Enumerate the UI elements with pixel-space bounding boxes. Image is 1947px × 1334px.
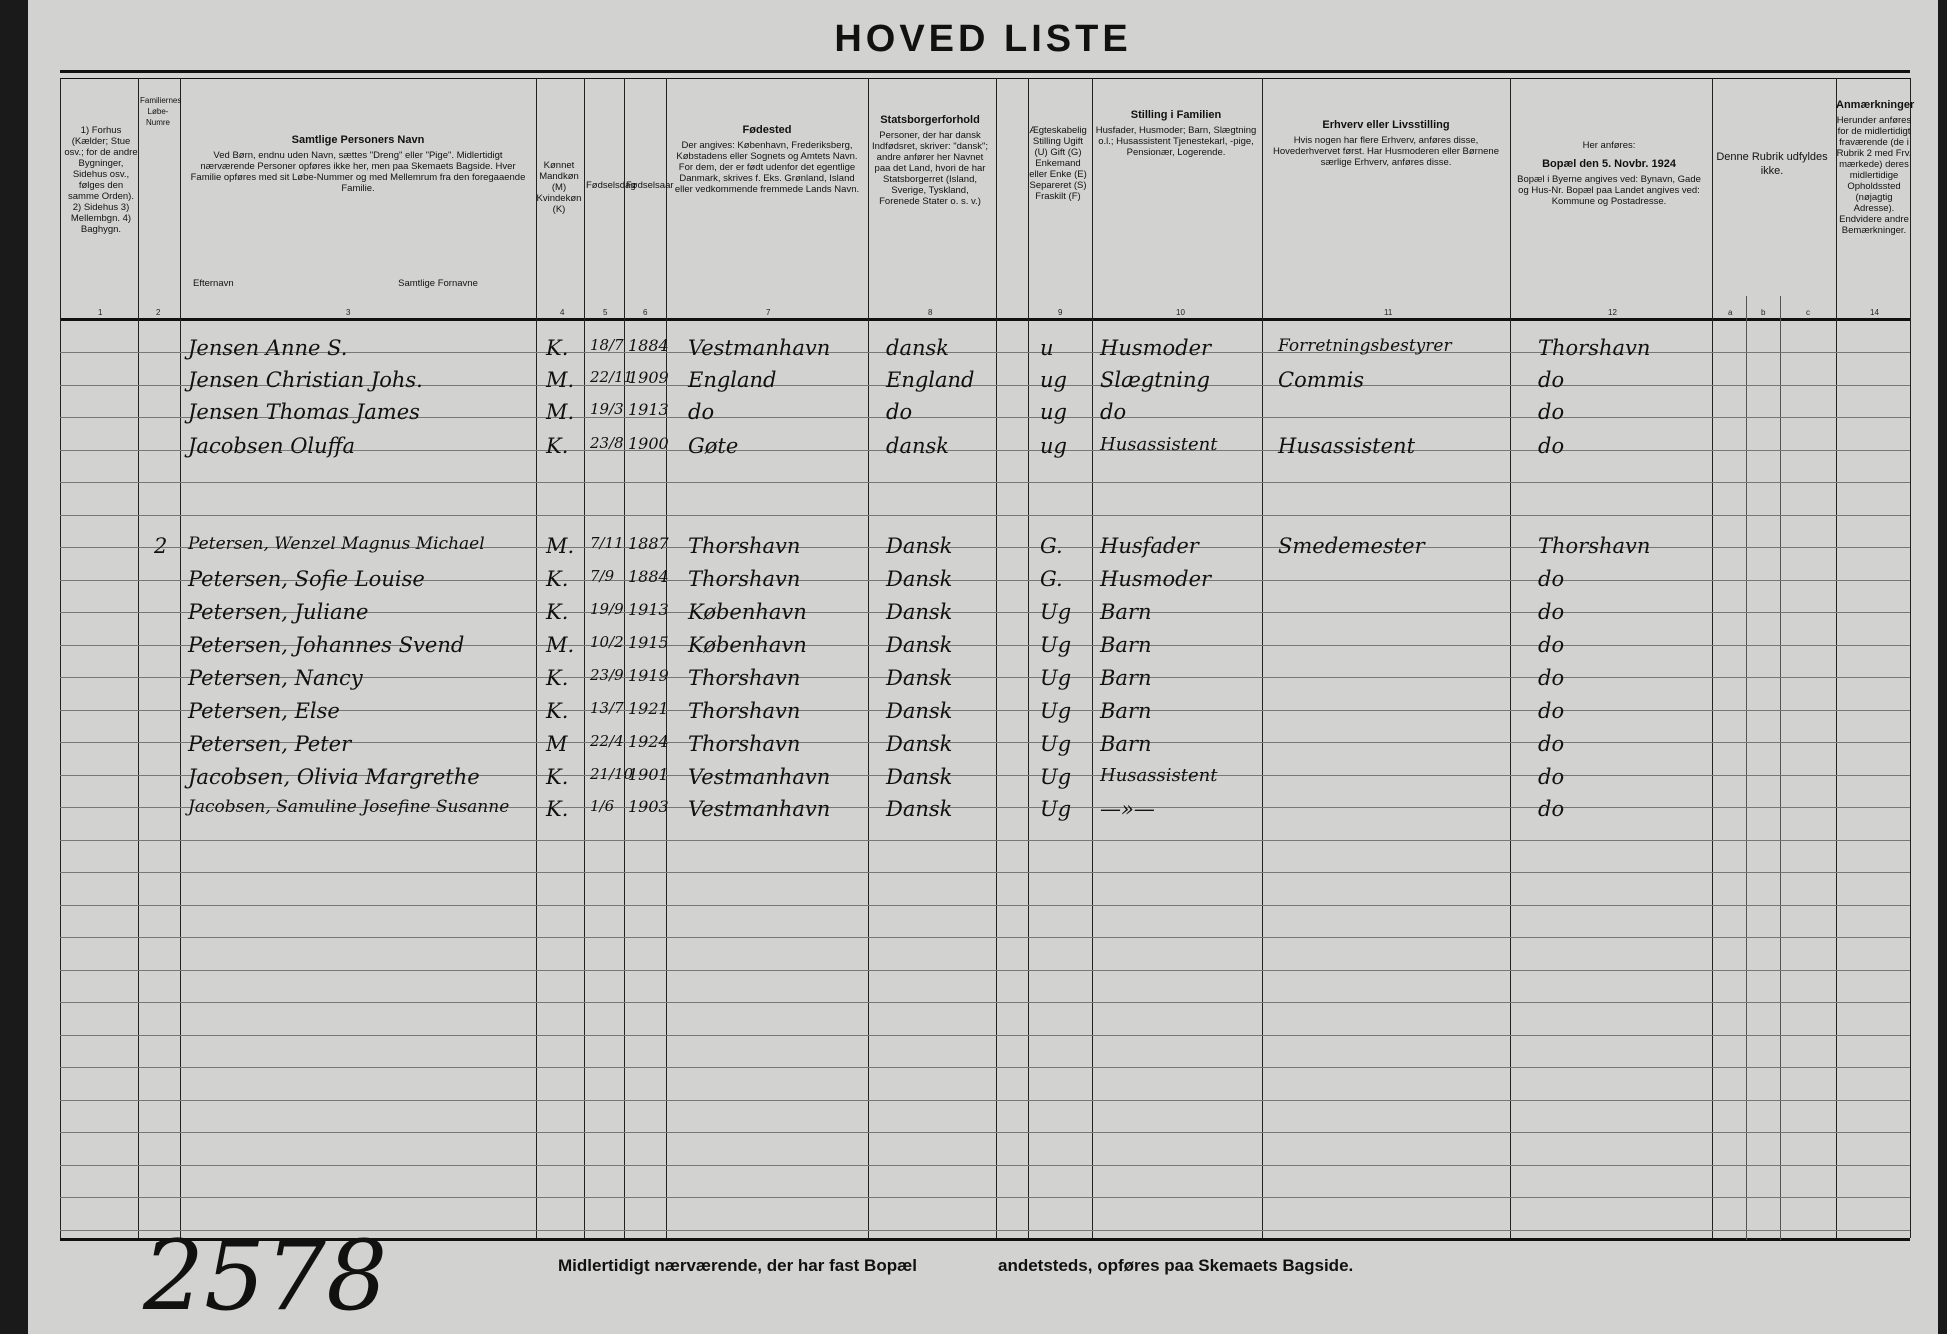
column-line bbox=[624, 78, 625, 1238]
entry-birthplace: England bbox=[688, 368, 777, 392]
entry-marital: G. bbox=[1040, 567, 1063, 591]
column-number: 2 bbox=[156, 308, 161, 317]
entry-birthplace: Thorshavn bbox=[688, 567, 801, 591]
entry-byear: 1901 bbox=[628, 765, 669, 784]
entry-birthplace: Thorshavn bbox=[688, 666, 801, 690]
entry-position: Barn bbox=[1100, 699, 1152, 723]
header-col-14 bbox=[1836, 99, 1915, 236]
column-number: 12 bbox=[1608, 308, 1617, 317]
column-line bbox=[536, 78, 537, 1238]
entry-sex: K. bbox=[546, 336, 569, 360]
entry-citizen: do bbox=[886, 400, 913, 424]
column-line bbox=[996, 78, 997, 1238]
entry-birthplace: Thorshavn bbox=[688, 732, 801, 756]
entry-position: Husassistent bbox=[1100, 765, 1218, 786]
entry-residence: do bbox=[1538, 400, 1565, 424]
entry-byear: 1924 bbox=[628, 732, 669, 751]
entry-marital: Ug bbox=[1040, 765, 1072, 789]
entry-citizen: Dansk bbox=[886, 534, 953, 558]
header-col-3-title: Samtlige Personers Navn bbox=[291, 134, 425, 146]
entry-birthplace: Vestmanhavn bbox=[688, 336, 831, 360]
entry-byear: 1921 bbox=[628, 699, 669, 718]
row-line bbox=[60, 1197, 1910, 1198]
column-line bbox=[1092, 78, 1093, 1238]
entry-birthplace: København bbox=[688, 633, 807, 657]
entry-position: Husmoder bbox=[1100, 336, 1212, 360]
entry-residence: do bbox=[1538, 732, 1565, 756]
entry-marital: G. bbox=[1040, 534, 1063, 558]
entry-marital: Ug bbox=[1040, 666, 1072, 690]
entry-byear: 1884 bbox=[628, 567, 669, 586]
header-col-7-body: Der angives: København, Frederiksberg, Købstadens eller Sognets og Amtets Navn. For dem, der er født udenfor det egentlige Danmark, skrives f. Eks. Grønland, Island eller vedkommende fremmede Lands Navn. bbox=[674, 140, 860, 195]
entry-citizen: England bbox=[886, 368, 975, 392]
column-number: 6 bbox=[643, 308, 648, 317]
header-col-6: Fødselsaar bbox=[626, 180, 674, 191]
header-col-11-body: Hvis nogen har flere Erhverv, anføres disse, Hovederhvervet først. Har Husmoderen eller Børnene særlige Erhverv, anføres disse. bbox=[1273, 135, 1499, 168]
entry-name: Petersen, Nancy bbox=[188, 666, 363, 690]
entry-citizen: dansk bbox=[886, 336, 949, 360]
entry-position: —»— bbox=[1100, 797, 1155, 821]
header-top-rule bbox=[60, 70, 1910, 73]
header-col-8 bbox=[870, 115, 990, 207]
entry-bday: 21/10 bbox=[590, 765, 634, 783]
row-line bbox=[60, 840, 1910, 841]
column-number: 11 bbox=[1384, 308, 1393, 317]
column-line bbox=[1836, 78, 1837, 1238]
entry-sex: M bbox=[546, 732, 568, 756]
entry-residence: do bbox=[1538, 699, 1565, 723]
column-number: 3 bbox=[346, 308, 351, 317]
entry-residence: do bbox=[1538, 633, 1565, 657]
entry-birthplace: Thorshavn bbox=[688, 534, 801, 558]
entry-bday: 13/7 bbox=[590, 699, 624, 717]
entry-bday: 19/3 bbox=[590, 400, 624, 418]
header-col-10-body: Husfader, Husmoder; Barn, Slægtning o.l.; Husassistent Tjenestekarl, -pige, Pensionær, Logerende. bbox=[1095, 125, 1257, 158]
entry-marital: ug bbox=[1040, 368, 1067, 392]
header-col-11-title: Erhverv eller Livsstilling bbox=[1322, 119, 1450, 131]
header-col-5: Fødselsdag bbox=[586, 180, 636, 191]
column-number: 4 bbox=[560, 308, 565, 317]
entry-residence: do bbox=[1538, 434, 1565, 458]
entry-sex: K. bbox=[546, 765, 569, 789]
entry-sex: M. bbox=[546, 368, 575, 392]
row-line bbox=[60, 515, 1910, 516]
entry-marital: u bbox=[1040, 336, 1054, 360]
entry-citizen: Dansk bbox=[886, 699, 953, 723]
column-number: 10 bbox=[1176, 308, 1185, 317]
header-col-10 bbox=[1094, 110, 1258, 158]
header-col-14-title: Anmærkninger bbox=[1836, 99, 1915, 111]
entry-marital: Ug bbox=[1040, 732, 1072, 756]
entry-sex: M. bbox=[546, 400, 575, 424]
row-line bbox=[60, 1035, 1910, 1036]
row-line bbox=[60, 1165, 1910, 1166]
row-line bbox=[60, 1132, 1910, 1133]
header-col-8-body: Personer, der har dansk Indfødsret, skriver: "dansk"; andre anfører her Navnet paa det Land, hvori de har Statsborgerret (Island, Sverige, Tyskland, Forenede Stater o. s. v.) bbox=[871, 130, 989, 207]
entry-name: Jensen Anne S. bbox=[188, 336, 348, 360]
census-sheet bbox=[28, 0, 1938, 1334]
column-number: 9 bbox=[1058, 308, 1063, 317]
row-line bbox=[60, 970, 1910, 971]
entry-position: Husassistent bbox=[1100, 434, 1218, 455]
entry-residence: do bbox=[1538, 600, 1565, 624]
entry-citizen: Dansk bbox=[886, 633, 953, 657]
column-number: b bbox=[1761, 308, 1766, 317]
column-line bbox=[584, 78, 585, 1238]
column-line bbox=[1746, 296, 1747, 1240]
entry-name: Jensen Christian Johs. bbox=[188, 368, 423, 392]
header-col-3 bbox=[188, 135, 528, 194]
row-line bbox=[60, 1100, 1910, 1101]
entry-citizen: Dansk bbox=[886, 567, 953, 591]
row-line bbox=[60, 937, 1910, 938]
header-col-11 bbox=[1266, 120, 1506, 168]
column-line bbox=[868, 78, 869, 1238]
entry-bday: 23/9 bbox=[590, 666, 624, 684]
column-line bbox=[1510, 78, 1511, 1238]
entry-position: Husmoder bbox=[1100, 567, 1212, 591]
entry-marital: Ug bbox=[1040, 633, 1072, 657]
entry-sex: M. bbox=[546, 534, 575, 558]
entry-marital: Ug bbox=[1040, 600, 1072, 624]
entry-birthplace: Vestmanhavn bbox=[688, 797, 831, 821]
entry-citizen: Dansk bbox=[886, 732, 953, 756]
header-bottom-rule bbox=[60, 318, 1910, 321]
entry-position: Husfader bbox=[1100, 534, 1199, 558]
column-number: 8 bbox=[928, 308, 933, 317]
header-col-7 bbox=[670, 125, 864, 195]
entry-bday: 7/9 bbox=[590, 567, 615, 585]
column-line bbox=[1712, 78, 1713, 1238]
row-line bbox=[60, 1002, 1910, 1003]
entry-sex: K. bbox=[546, 600, 569, 624]
sheet-number: 2578 bbox=[143, 1220, 388, 1332]
entry-occupation: Husassistent bbox=[1278, 434, 1416, 458]
entry-name: Petersen, Else bbox=[188, 699, 340, 723]
entry-name: Jensen Thomas James bbox=[188, 400, 420, 424]
column-line bbox=[138, 78, 139, 1238]
entry-birthplace: Thorshavn bbox=[688, 699, 801, 723]
entry-name: Jacobsen, Samuline Josefine Susanne bbox=[188, 797, 510, 817]
entry-residence: Thorshavn bbox=[1538, 336, 1651, 360]
entry-position: Barn bbox=[1100, 732, 1152, 756]
entry-sex: K. bbox=[546, 699, 569, 723]
entry-residence: do bbox=[1538, 797, 1565, 821]
entry-sex: M. bbox=[546, 633, 575, 657]
column-line bbox=[60, 78, 61, 1238]
column-line bbox=[666, 78, 667, 1238]
entry-bday: 23/8 bbox=[590, 434, 624, 452]
entry-sex: K. bbox=[546, 567, 569, 591]
entry-bday: 18/7 bbox=[590, 336, 624, 354]
entry-residence: do bbox=[1538, 368, 1565, 392]
column-line bbox=[1028, 78, 1029, 1238]
entry-byear: 1909 bbox=[628, 368, 669, 387]
entry-name: Petersen, Peter bbox=[188, 732, 352, 756]
header-col-12-body: Bopæl i Byerne angives ved: Bynavn, Gade og Hus-Nr. Bopæl paa Landet angives ved: Kommune og Postadresse. bbox=[1517, 174, 1701, 207]
header-col-1: 1) Forhus (Kælder; Stue osv.; for de andre Bygninger, Sidehus osv., følges den samme Orden). 2) Sidehus 3) Mellembgn. 4) Baghygn. bbox=[64, 125, 138, 235]
entry-citizen: dansk bbox=[886, 434, 949, 458]
row-line bbox=[60, 1067, 1910, 1068]
entry-residence: Thorshavn bbox=[1538, 534, 1651, 558]
entry-position: do bbox=[1100, 400, 1127, 424]
entry-name: Petersen, Juliane bbox=[188, 600, 369, 624]
column-number: 1 bbox=[98, 308, 103, 317]
header-col-3-forenames: Samtlige Fornavne bbox=[398, 278, 478, 289]
entry-sex: K. bbox=[546, 666, 569, 690]
header-col-13: Denne Rubrik udfyldes ikke. bbox=[1716, 151, 1828, 177]
header-col-3-body: Ved Børn, endnu uden Navn, sættes "Dreng" eller "Pige". Midlertidigt nærværende Personer opføres ikke her, men paa Skemaets Bagside. Hver Familie opføres med sit Løbe-Nummer og med Mellemrum fra den foregaaende Familie. bbox=[190, 150, 526, 194]
entry-position: Barn bbox=[1100, 666, 1152, 690]
header-col-10-title: Stilling i Familien bbox=[1130, 109, 1222, 121]
entry-marital: Ug bbox=[1040, 699, 1072, 723]
column-line bbox=[1780, 296, 1781, 1240]
entry-name: Jacobsen, Olivia Margrethe bbox=[188, 765, 480, 789]
entry-occupation: Commis bbox=[1278, 368, 1365, 392]
entry-citizen: Dansk bbox=[886, 666, 953, 690]
column-number: 14 bbox=[1870, 308, 1879, 317]
header-col-4: Kønnet Mandkøn (M) Kvindekøn (K) bbox=[536, 160, 582, 215]
header-col-12-title: Her anføres: bbox=[1582, 140, 1636, 151]
entry-position: Barn bbox=[1100, 600, 1152, 624]
header-col-12 bbox=[1514, 140, 1704, 207]
entry-name: Petersen, Wenzel Magnus Michael bbox=[188, 534, 485, 554]
entry-birthplace: København bbox=[688, 600, 807, 624]
entry-position: Barn bbox=[1100, 633, 1152, 657]
entry-bday: 22/4 bbox=[590, 732, 624, 750]
header-col-14-body: Herunder anføres for de midlertidigt fraværende (de i Rubrik 2 med Frv. mærkede) deres midlertidige Opholdssted (nøjagtig Adresse). Endvidere andre Bemærkninger. bbox=[1836, 115, 1912, 236]
footer-text-left: Midlertidigt nærværende, der har fast Bopæl bbox=[558, 1256, 917, 1275]
entry-occupation: Smedemester bbox=[1278, 534, 1425, 558]
entry-occupation: Forretningsbestyrer bbox=[1278, 336, 1452, 356]
column-line bbox=[180, 78, 181, 1238]
entry-residence: do bbox=[1538, 567, 1565, 591]
entry-byear: 1884 bbox=[628, 336, 669, 355]
entry-name: Petersen, Johannes Svend bbox=[188, 633, 465, 657]
header-col-8-title: Statsborgerforhold bbox=[880, 114, 980, 126]
entry-byear: 1900 bbox=[628, 434, 669, 453]
header-col-12-bold: Bopæl den 5. Novbr. 1924 bbox=[1542, 158, 1676, 170]
row-line bbox=[60, 872, 1910, 873]
entry-sex: K. bbox=[546, 434, 569, 458]
row-line bbox=[60, 905, 1910, 906]
entry-birthplace: Vestmanhavn bbox=[688, 765, 831, 789]
entry-bday: 7/11 bbox=[590, 534, 624, 552]
entry-bday: 22/11 bbox=[590, 368, 634, 386]
entry-byear: 1919 bbox=[628, 666, 669, 685]
entry-residence: do bbox=[1538, 765, 1565, 789]
header-col-7-title: Fødested bbox=[742, 124, 792, 136]
entry-marital: Ug bbox=[1040, 797, 1072, 821]
entry-birthplace: do bbox=[688, 400, 715, 424]
header-top-rule-2 bbox=[60, 78, 1910, 79]
column-line bbox=[1262, 78, 1263, 1238]
entry-byear: 1887 bbox=[628, 534, 669, 553]
entry-citizen: Dansk bbox=[886, 600, 953, 624]
entry-position: Slægtning bbox=[1100, 368, 1210, 392]
entry-name: Petersen, Sofie Louise bbox=[188, 567, 425, 591]
column-number: 5 bbox=[603, 308, 608, 317]
entry-marital: ug bbox=[1040, 434, 1067, 458]
entry-byear: 1915 bbox=[628, 633, 669, 652]
header-col-2: Familiernes Løbe-Numre bbox=[140, 96, 182, 127]
row-line bbox=[60, 482, 1910, 483]
column-number: c bbox=[1806, 308, 1810, 317]
entry-citizen: Dansk bbox=[886, 765, 953, 789]
footer-text-right: andetsteds, opføres paa Skemaets Bagside. bbox=[998, 1256, 1354, 1275]
entry-bday: 10/2 bbox=[590, 633, 624, 651]
entry-residence: do bbox=[1538, 666, 1565, 690]
entry-name: Jacobsen Oluffa bbox=[188, 434, 356, 458]
entry-citizen: Dansk bbox=[886, 797, 953, 821]
entry-sex: K. bbox=[546, 797, 569, 821]
header-col-9: Ægteskabelig Stilling Ugift (U) Gift (G) Enkemand eller Enke (E) Separeret (S) Fraskilt (F) bbox=[1029, 125, 1087, 202]
entry-birthplace: Gøte bbox=[688, 434, 739, 458]
entry-byear: 1903 bbox=[628, 797, 669, 816]
column-number: a bbox=[1728, 308, 1733, 317]
entry-byear: 1913 bbox=[628, 400, 669, 419]
header-col-3-surname: Efternavn bbox=[193, 278, 234, 289]
column-line bbox=[1910, 78, 1911, 1238]
page-title: HOVED LISTE bbox=[834, 18, 1132, 60]
entry-byear: 1913 bbox=[628, 600, 669, 619]
column-number: 7 bbox=[766, 308, 771, 317]
entry-bday: 1/6 bbox=[590, 797, 615, 815]
family-number: 2 bbox=[154, 534, 168, 558]
entry-bday: 19/9 bbox=[590, 600, 624, 618]
entry-marital: ug bbox=[1040, 400, 1067, 424]
